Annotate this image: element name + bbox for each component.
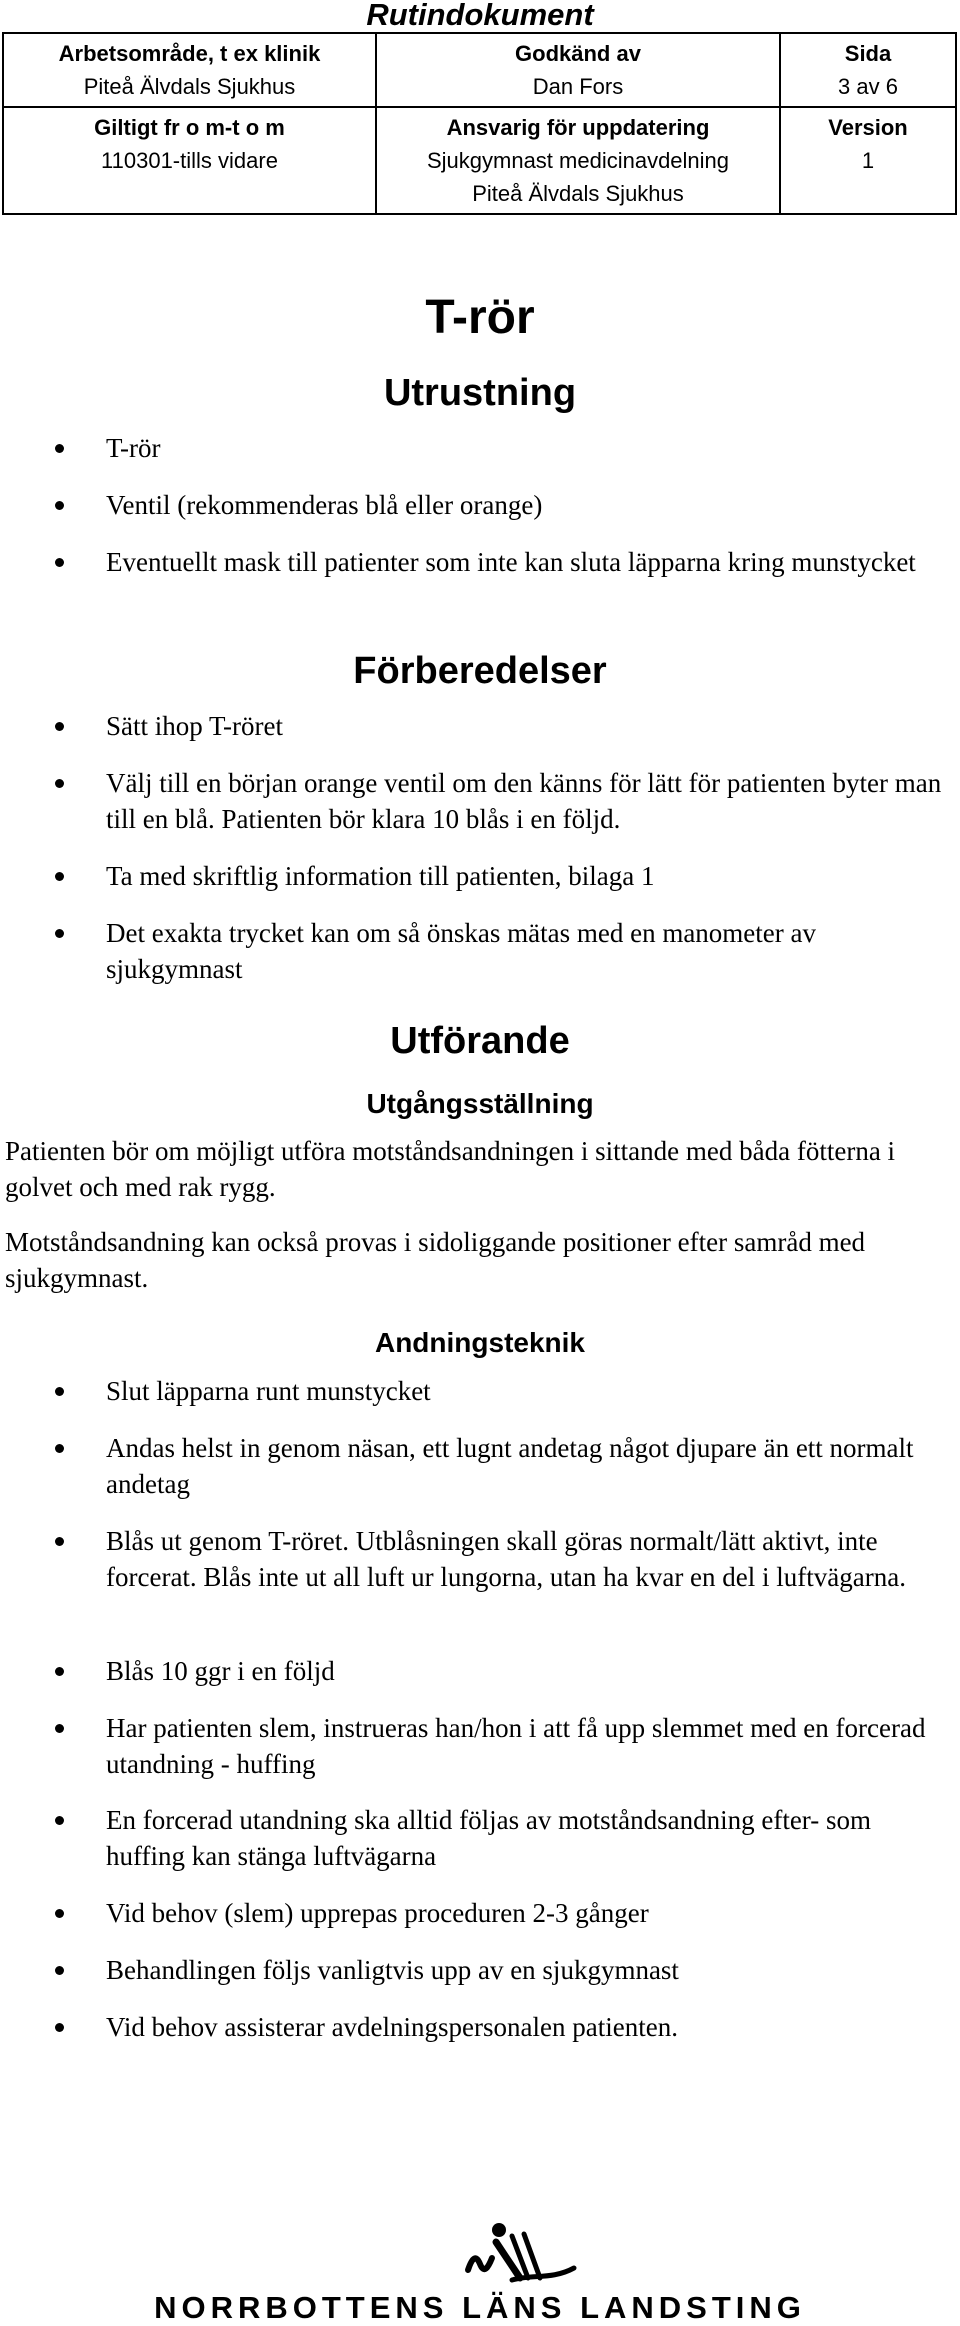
bullet-icon <box>55 1724 64 1733</box>
breathing-technique-heading: Andningsteknik <box>374 1327 585 1358</box>
valid-value: 110301-tills vidare <box>101 148 278 173</box>
bullet-icon <box>55 872 64 881</box>
approved-cell <box>376 33 780 107</box>
bullet-icon <box>55 722 64 731</box>
bullet-icon <box>55 1444 64 1453</box>
bullet-icon <box>55 1816 64 1825</box>
responsible-value: Sjukgymnast medicinavdelning <box>426 148 730 173</box>
version-value: 1 <box>861 148 875 173</box>
area-value: Piteå Älvdals Sjukhus <box>83 74 296 99</box>
responsible-cell <box>376 107 780 214</box>
bullet-icon <box>55 1966 64 1975</box>
bullet-icon <box>55 558 64 567</box>
bullet-icon <box>55 1667 64 1676</box>
starting-position-heading: Utgångsställning <box>366 1088 594 1119</box>
starting-position-paragraph: Motståndsandning kan också provas i sidoliggande positioner efter samråd med sjukgymnast. <box>5 1227 866 1293</box>
bullet-icon <box>55 1387 64 1396</box>
valid-label: Giltigt fr o m-t o m <box>94 115 285 140</box>
valid-cell <box>3 107 376 214</box>
version-cell <box>780 107 956 214</box>
document-header-table <box>2 32 957 215</box>
equipment-heading: Utrustning <box>383 372 577 414</box>
page-cell <box>780 33 956 107</box>
page-value: 3 av 6 <box>838 74 898 99</box>
responsible-value-location: Piteå Älvdals Sjukhus <box>472 181 684 206</box>
footer-logo <box>0 2210 960 2325</box>
bullet-icon <box>55 779 64 788</box>
bullet-icon <box>55 1537 64 1546</box>
responsible-label: Ansvarig för uppdatering <box>446 115 710 140</box>
bullet-icon <box>55 2023 64 2032</box>
version-label: Version <box>828 115 908 140</box>
bullet-icon <box>55 444 64 453</box>
preparation-heading: Förberedelser <box>353 650 607 692</box>
execution-heading: Utförande <box>390 1020 570 1062</box>
approved-label: Godkänd av <box>515 41 641 66</box>
starting-position-paragraph: Patienten bör om möjligt utföra motståndsandningen i sittande med båda fötterna i golvet och med rak rygg. <box>5 1136 896 1202</box>
page-label: Sida <box>844 41 892 66</box>
bullet-icon <box>55 929 64 938</box>
area-cell <box>3 33 376 107</box>
footer-logo-text: NORRBOTTENS LÄNS LANDSTING <box>154 2290 806 2325</box>
page-title: T-rör <box>425 291 535 344</box>
area-label: Arbetsområde, t ex klinik <box>58 41 321 66</box>
bullet-icon <box>55 1909 64 1918</box>
document-type: Rutindokument <box>366 0 594 32</box>
approved-value: Dan Fors <box>532 74 624 99</box>
norrbotten-logo-mark-icon <box>462 2218 582 2288</box>
bullet-icon <box>55 501 64 510</box>
